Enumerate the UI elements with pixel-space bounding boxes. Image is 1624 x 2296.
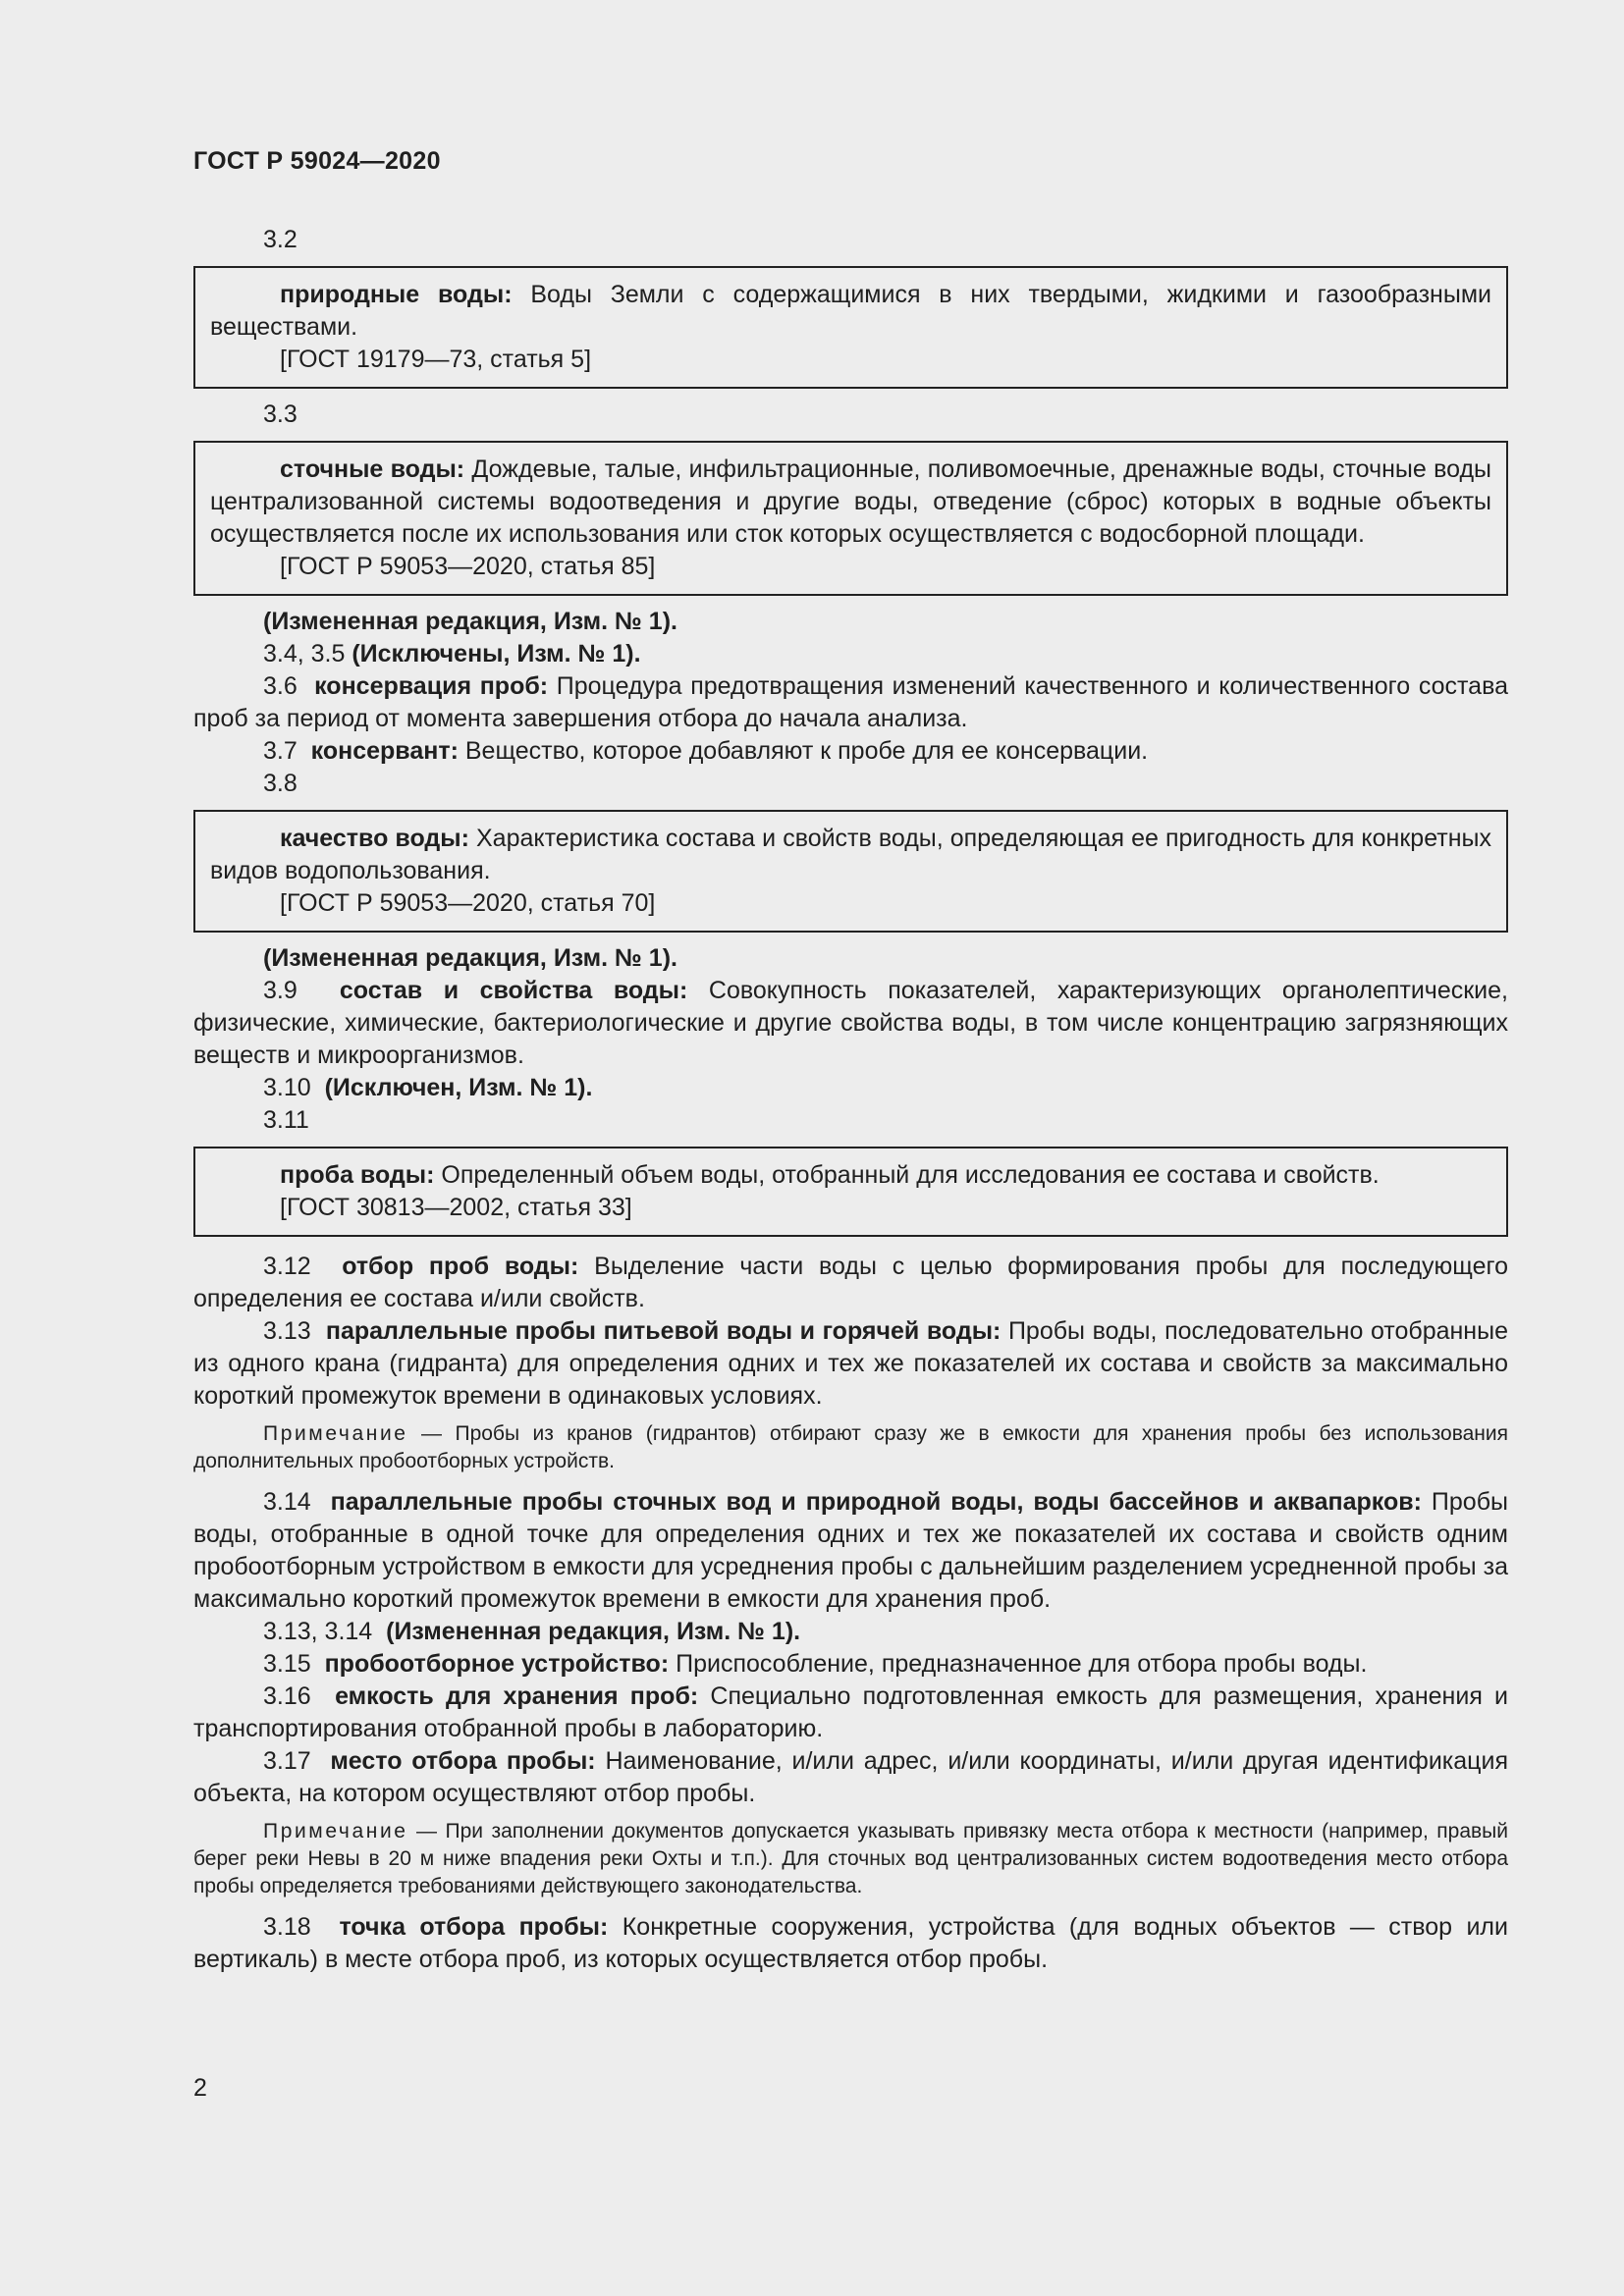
quoted-term-box [193, 266, 1508, 389]
term-title: качество воды: [280, 825, 469, 852]
term-title: отбор проб воды: [342, 1253, 579, 1280]
term-3-4-3-5 [263, 638, 1508, 670]
term-number: 3.17 [263, 1747, 311, 1775]
term-3-10 [263, 1072, 1508, 1104]
term-text: Специально подготовленная емкость для размещения, хранения и транспортирования отобранной пробы в лабораторию. [193, 1682, 1509, 1742]
term-text: Конкретные сооружения, устройства (для водных объектов — створ или вертикаль) в месте отбора проб, из которых осуществляется отбор пробы. [193, 1913, 1508, 1973]
term-number: 3.16 [263, 1682, 311, 1710]
term-definition [210, 279, 1491, 344]
term-text: Процедура предотвращения изменений качественного и количественного состава проб за период от момента завершения отбора до начала анализа. [193, 672, 1508, 732]
note [193, 1420, 1508, 1475]
term-title: пробоотборное устройство: [324, 1650, 670, 1678]
term-definition [210, 823, 1491, 887]
quoted-term-box [193, 1147, 1508, 1237]
term-title: параллельные пробы сточных вод и природной воды, воды бассейнов и аквапарков: [330, 1488, 1422, 1516]
note-text: — При заполнении документов допускается указывать привязку места отбора к местности (например, правый берег реки Невы в 20 м ниже впадения реки Охты и т.п.). Для сточных вод централизованных систем водоотведения место отбора пробы определяется требованиями действующего законодательства. [193, 1820, 1508, 1897]
term-3-18 [193, 1911, 1508, 1976]
term-3-12 [193, 1251, 1508, 1315]
term-number: 3.18 [263, 1913, 311, 1941]
term-text: Наименование, и/или адрес, и/или координаты, и/или другая идентификация объекта, на котором осуществляют отбор пробы. [193, 1747, 1508, 1807]
amendment-note: (Измененная редакция, Изм. № 1). [263, 608, 677, 635]
term-3-13 [193, 1315, 1508, 1413]
term-number: 3.10 [263, 1074, 311, 1101]
term-text: Вещество, которое добавляют к пробе для ее консервации. [458, 737, 1149, 765]
term-text: Совокупность показателей, характеризующих органолептические, физические, химические, бактериологические и другие свойства воды, в том числе концентрацию загрязняющих веществ и микроорганизмов. [193, 977, 1508, 1069]
term-number: 3.15 [263, 1650, 311, 1678]
term-source: [ГОСТ 30813—2002, статья 33] [280, 1194, 632, 1221]
term-3-16 [193, 1681, 1508, 1745]
terms-section [193, 224, 1508, 1976]
term-title: консервация проб: [314, 672, 549, 700]
term-number-3-2: 3.2 [263, 226, 298, 253]
term-number-3-3: 3.3 [263, 400, 298, 428]
term-number-3-8: 3.8 [263, 770, 298, 797]
note-text: — Пробы из кранов (гидрантов) отбирают сразу же в емкости для хранения пробы без использования дополнительных пробоотборных устройств. [193, 1422, 1508, 1472]
term-text: Пробы воды, отобранные в одной точке для определения одних и тех же показателей их состава и свойств одним пробоотборным устройством в емкости для усреднения пробы с дальнейшим разделением усредненной пробы за максимально короткий промежуток времени в емкости для хранения проб. [193, 1488, 1508, 1613]
term-3-6 [193, 670, 1508, 735]
term-title: емкость для хранения проб: [335, 1682, 699, 1710]
term-number: 3.9 [263, 977, 298, 1004]
note-label: Примечание [263, 1820, 408, 1842]
quoted-term-box [193, 810, 1508, 933]
quoted-term-box [193, 441, 1508, 596]
term-text: Пробы воды, последовательно отобранные из одного крана (гидранта) для определения одних и тех же показателей их состава и свойств за максимально короткий промежуток времени в одинаковых условиях. [193, 1317, 1508, 1410]
term-number: 3.6 [263, 672, 298, 700]
term-3-17 [193, 1745, 1508, 1810]
term-number: 3.14 [263, 1488, 311, 1516]
term-definition [210, 454, 1491, 551]
note [193, 1818, 1508, 1900]
term-3-7 [193, 735, 1508, 768]
document-header: ГОСТ Р 59024—2020 [193, 147, 441, 175]
term-number-3-11: 3.11 [263, 1106, 309, 1134]
term-source: [ГОСТ Р 59053—2020, статья 85] [280, 553, 656, 580]
term-title: природные воды: [280, 281, 513, 308]
term-title: (Исключен, Изм. № 1). [324, 1074, 593, 1101]
term-title: параллельные пробы питьевой воды и горячей воды: [325, 1317, 1001, 1345]
term-number: 3.13, 3.14 [263, 1618, 373, 1645]
amendment-note: (Измененная редакция, Изм. № 1). [263, 944, 677, 972]
term-number: 3.12 [263, 1253, 311, 1280]
term-text: Воды Земли с содержащимися в них твердыми, жидкими и газообразными веществами. [210, 281, 1491, 341]
term-title: (Измененная редакция, Изм. № 1). [386, 1618, 801, 1645]
term-title: сточные воды: [280, 455, 465, 483]
term-text: Выделение части воды с целью формирования пробы для последующего определения ее состава и/или свойств. [193, 1253, 1508, 1312]
term-number: 3.4, 3.5 [263, 640, 346, 667]
term-title: (Исключены, Изм. № 1). [345, 640, 641, 667]
term-text: Определенный объем воды, отобранный для исследования ее состава и свойств. [434, 1161, 1380, 1189]
term-title: точка отбора пробы: [339, 1913, 609, 1941]
term-text: Характеристика состава и свойств воды, определяющая ее пригодность для конкретных видов водопользования. [210, 825, 1491, 884]
term-3-9 [193, 975, 1508, 1072]
note-label: Примечание [263, 1422, 408, 1445]
term-source: [ГОСТ Р 59053—2020, статья 70] [280, 889, 656, 917]
term-3-13-3-14-amendment [263, 1616, 1508, 1648]
term-source: [ГОСТ 19179—73, статья 5] [280, 346, 592, 373]
term-3-15 [193, 1648, 1508, 1681]
term-text: Приспособление, предназначенное для отбора пробы воды. [669, 1650, 1368, 1678]
term-title: проба воды: [280, 1161, 435, 1189]
term-text: Дождевые, талые, инфильтрационные, поливомоечные, дренажные воды, сточные воды централизованной системы водоотведения и другие воды, отведение (сброс) которых в водные объекты осуществляется после их использования или сток которых осуществляется с водосборной площади. [210, 455, 1491, 548]
term-number: 3.7 [263, 737, 298, 765]
term-3-14 [193, 1486, 1508, 1616]
page-number: 2 [193, 2074, 207, 2102]
term-number: 3.13 [263, 1317, 311, 1345]
term-definition [210, 1159, 1491, 1192]
term-title: консервант: [310, 737, 459, 765]
term-title: место отбора пробы: [330, 1747, 596, 1775]
term-title: состав и свойства воды: [339, 977, 688, 1004]
